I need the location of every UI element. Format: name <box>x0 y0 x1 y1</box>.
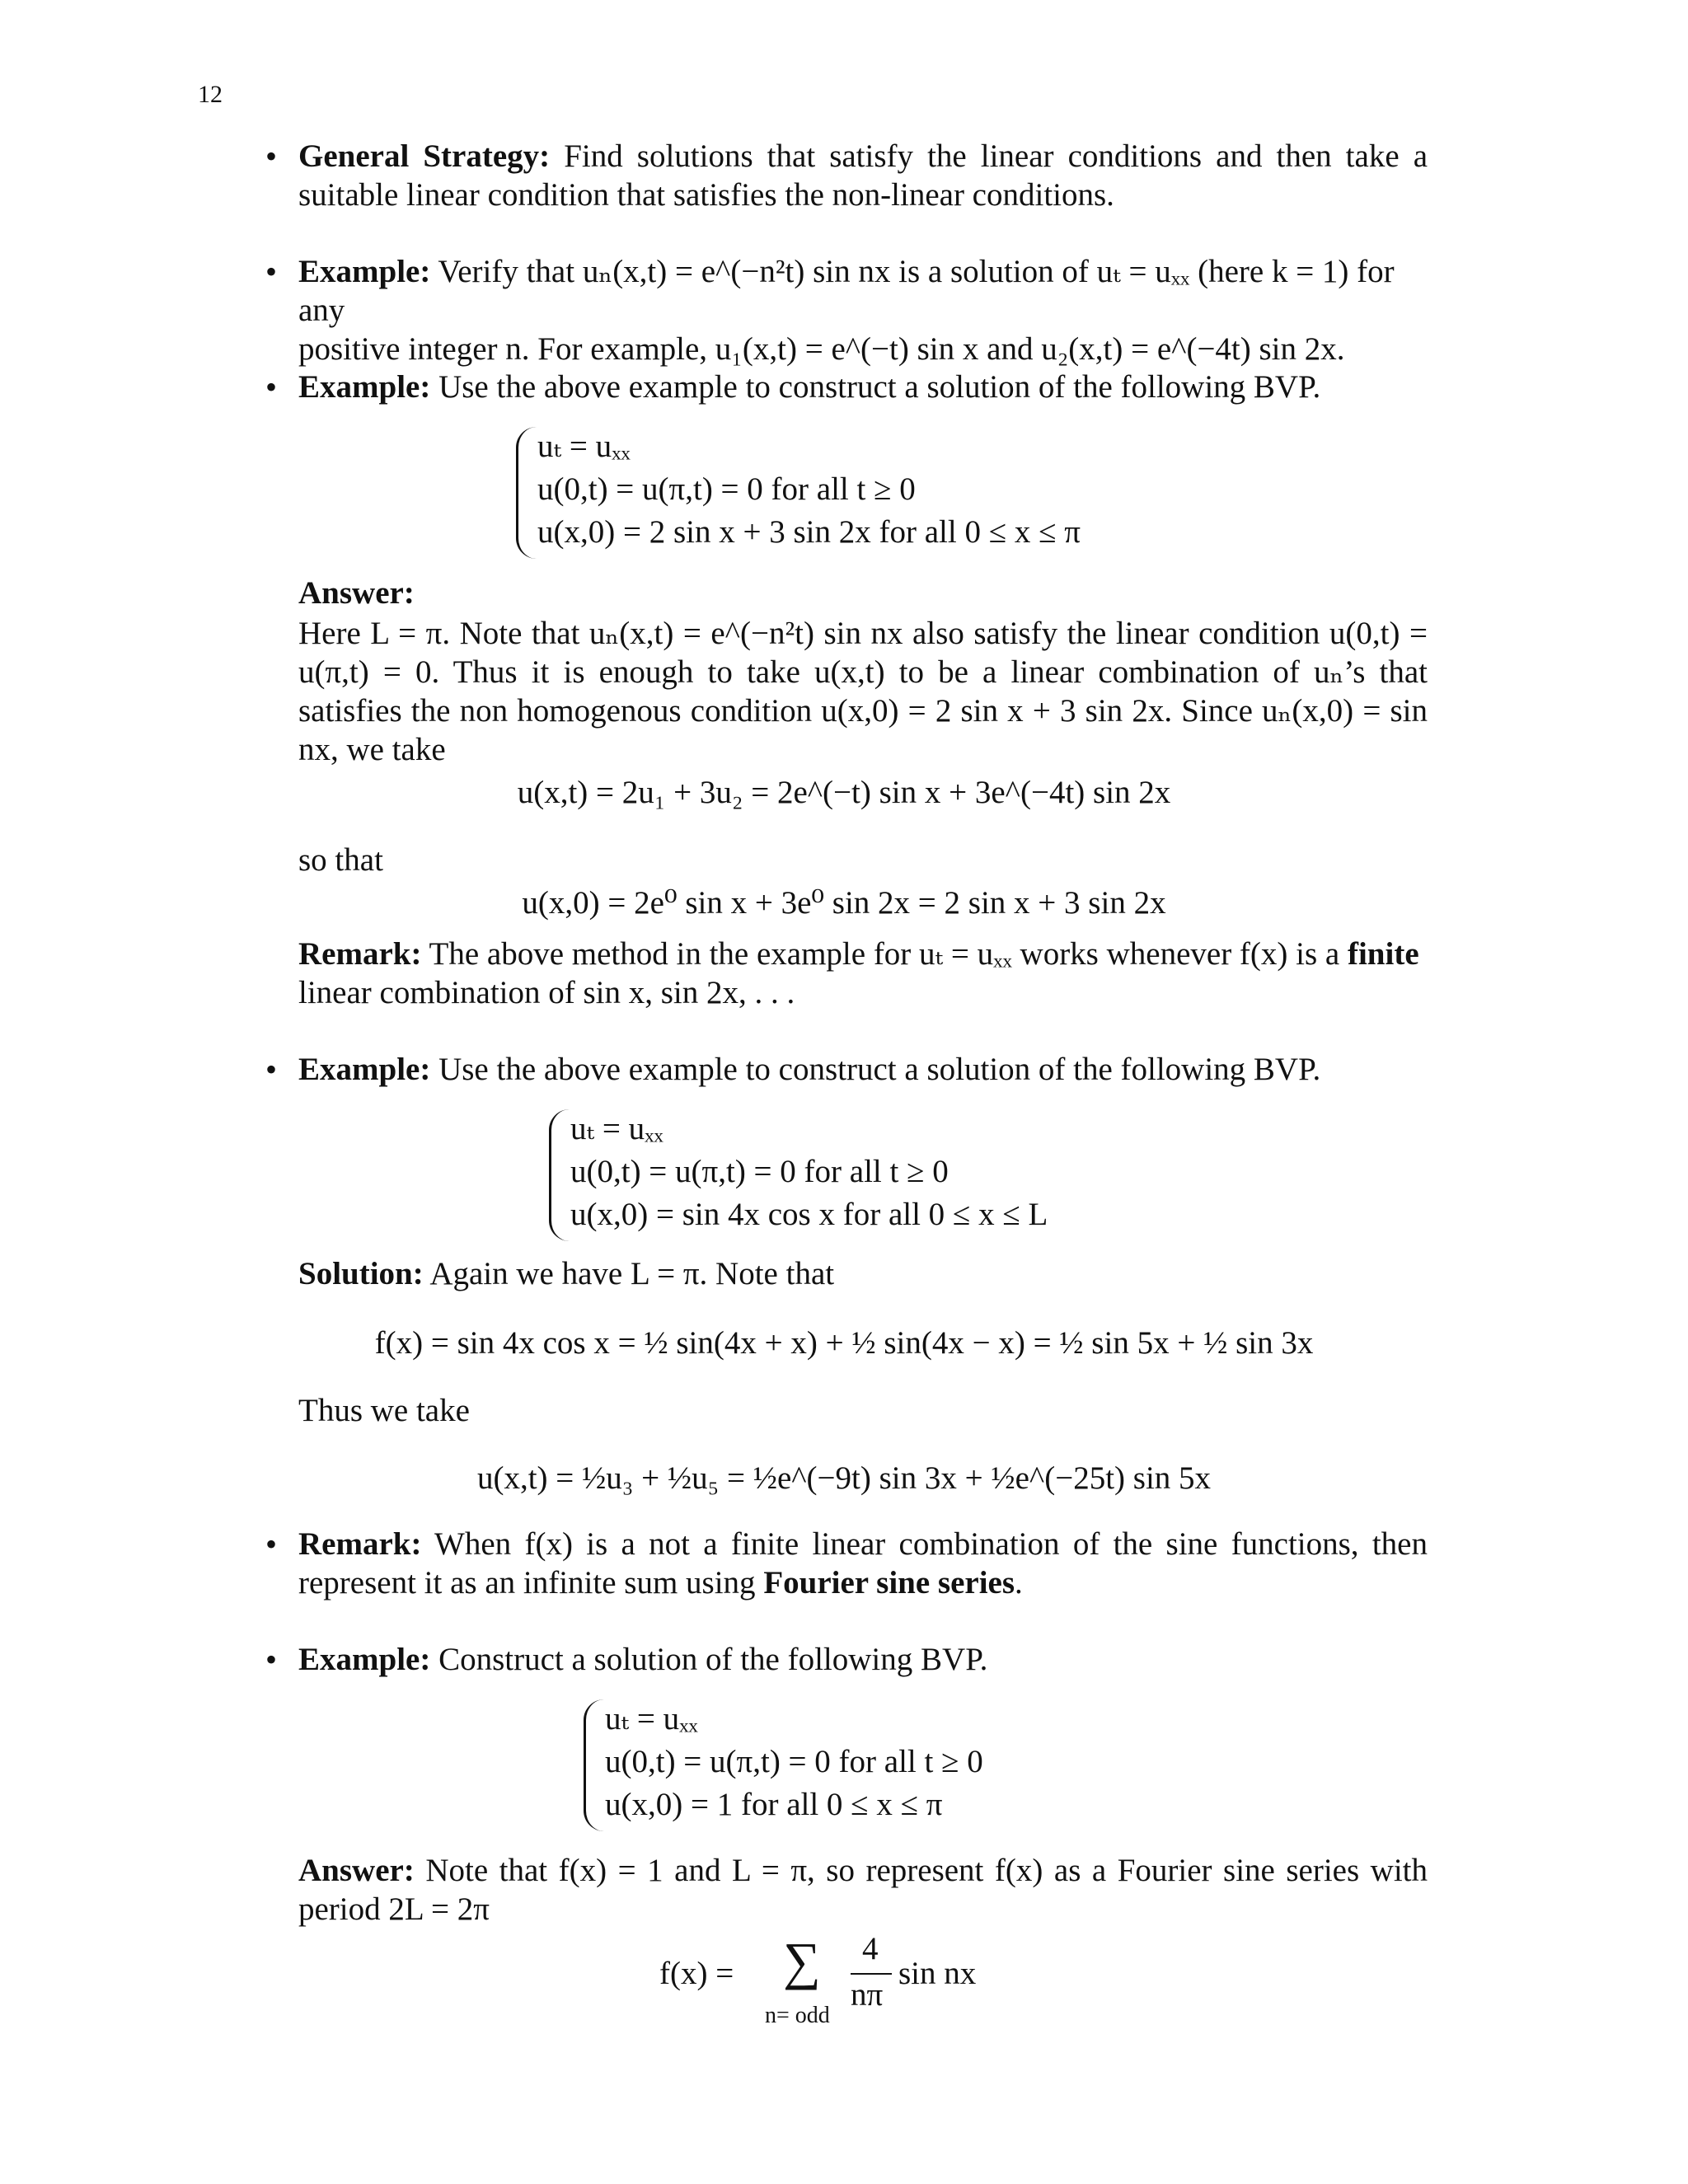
example2-answer-text: Here L = π. Note that uₙ(x,t) = e^(−n²t) sin nx also satisfy the linear condition u(0,t) = u(π,t) = 0. Thus it is enough to take u(x,t) to be a linear combination of uₙ’s that satisfies the non homogenous condition u(x,0) = 2 sin x + 3 sin 2x. Since uₙ(x,0) = sin nx, we take <box>298 616 1428 767</box>
system-line: uₜ = uₓₓ <box>605 1701 698 1736</box>
remark-heading: Remark: <box>298 936 422 972</box>
example2-equation: u(x,0) = 2e⁰ sin x + 3e⁰ sin 2x = 2 sin x + 3 sin 2x <box>522 885 1166 921</box>
example3-heading: Example: <box>298 1052 431 1087</box>
so-that-text: so that <box>298 842 383 878</box>
remark-text: The above method in the example for uₜ = uₓₓ works whenever f(x) is a <box>429 936 1340 972</box>
series-subscript: n= odd <box>765 2003 830 2028</box>
bullet-icon: • <box>265 1641 278 1678</box>
answer-heading: Answer: <box>298 575 415 611</box>
system-line: uₜ = uₓₓ <box>537 429 631 464</box>
fourier-series-equation <box>659 1930 1071 2037</box>
series-lhs: f(x) = <box>659 1956 734 1991</box>
system-line: u(x,0) = 2 sin x + 3 sin 2x for all 0 ≤ x ≤ π <box>537 514 1081 550</box>
bullet-icon: • <box>265 1051 278 1088</box>
page-number: 12 <box>198 81 223 108</box>
bullet-icon: • <box>265 368 278 405</box>
fraction-numerator: 4 <box>862 1931 879 1966</box>
system-line: u(x,0) = sin 4x cos x for all 0 ≤ x ≤ L <box>570 1197 1048 1232</box>
example4-paragraph <box>298 1640 1428 1679</box>
example4-heading: Example: <box>298 1642 431 1677</box>
system-line: uₜ = uₓₓ <box>570 1111 663 1146</box>
system-line: u(x,0) = 1 for all 0 ≤ x ≤ π <box>605 1787 943 1822</box>
example2-paragraph <box>298 368 1428 406</box>
system-line: u(0,t) = u(π,t) = 0 for all t ≥ 0 <box>537 471 916 507</box>
solution-heading: Solution: <box>298 1256 424 1291</box>
remark2-bold: Fourier sine series <box>763 1565 1015 1601</box>
brace <box>549 1109 570 1241</box>
example4-text: Construct a solution of the following BVP. <box>438 1642 988 1677</box>
example1-line1: Verify that uₙ(x,t) = e^(−n²t) sin nx is a solution of uₜ = uₓₓ (here k = 1) for any <box>298 254 1395 328</box>
example2-heading: Example: <box>298 369 431 405</box>
example3-equation: u(x,t) = ½u₃ + ½u₅ = ½e^(−9t) sin 3x + ½e^(−25t) sin 5x <box>476 1460 1212 1496</box>
system-line: u(0,t) = u(π,t) = 0 for all t ≥ 0 <box>605 1744 983 1779</box>
example4-answer <box>298 1851 1428 1929</box>
sigma-icon: ∑ <box>783 1932 821 1990</box>
example3-text: Use the above example to construct a solution of the following BVP. <box>438 1052 1321 1087</box>
remark-paragraph <box>298 935 1428 1012</box>
example3-system <box>570 1108 1048 1236</box>
example2-text: Use the above example to construct a solution of the following BVP. <box>438 369 1321 405</box>
example2-answer-heading <box>298 574 1428 612</box>
remark2-text: . <box>1015 1565 1023 1601</box>
solution-paragraph <box>298 1254 1428 1293</box>
bullet-icon: • <box>265 253 278 290</box>
thus-text: Thus we take <box>298 1393 470 1428</box>
example1-paragraph <box>298 252 1428 368</box>
system-line: u(0,t) = u(π,t) = 0 for all t ≥ 0 <box>570 1154 949 1189</box>
remark2-heading: Remark: <box>298 1526 422 1562</box>
answer-heading: Answer: <box>298 1853 415 1888</box>
fraction-denominator: nπ <box>851 1977 884 2013</box>
series-term: sin nx <box>898 1956 977 1991</box>
example2-system <box>537 425 1081 554</box>
example3-equation: f(x) = sin 4x cos x = ½ sin(4x + x) + ½ sin(4x − x) = ½ sin 5x + ½ sin 3x <box>374 1325 1314 1361</box>
bullet-icon: • <box>265 1526 278 1563</box>
bullet-icon: • <box>265 138 278 175</box>
example4-system <box>605 1698 983 1826</box>
solution-text: Again we have L = π. Note that <box>429 1256 835 1291</box>
remark-text: linear combination of sin x, sin 2x, . . . <box>298 975 795 1010</box>
answer-text: Note that f(x) = 1 and L = π, so represent f(x) as a Fourier sine series with period 2L = 2π <box>298 1853 1428 1927</box>
brace <box>584 1699 604 1831</box>
fraction-bar <box>851 1973 892 1975</box>
remark-bold: finite <box>1347 936 1419 972</box>
remark2-paragraph <box>298 1525 1428 1602</box>
strategy-paragraph <box>298 137 1428 214</box>
example3-paragraph <box>298 1050 1428 1089</box>
strategy-text: Find solutions that satisfy the linear conditions and then take a suitable linear condition that satisfies the non-linear conditions. <box>298 138 1428 213</box>
remark2-text: When f(x) is a not a finite linear combination of the sine functions, then represent it as an infinite sum using <box>298 1526 1428 1601</box>
example1-line2: positive integer n. For example, u₁(x,t) = e^(−t) sin x and u₂(x,t) = e^(−4t) sin 2x. <box>298 331 1345 367</box>
brace <box>516 427 537 559</box>
strategy-heading: General Strategy: <box>298 138 551 174</box>
example1-heading: Example: <box>298 254 431 289</box>
example2-equation: u(x,t) = 2u₁ + 3u₂ = 2e^(−t) sin x + 3e^(−4t) sin 2x <box>517 775 1171 810</box>
